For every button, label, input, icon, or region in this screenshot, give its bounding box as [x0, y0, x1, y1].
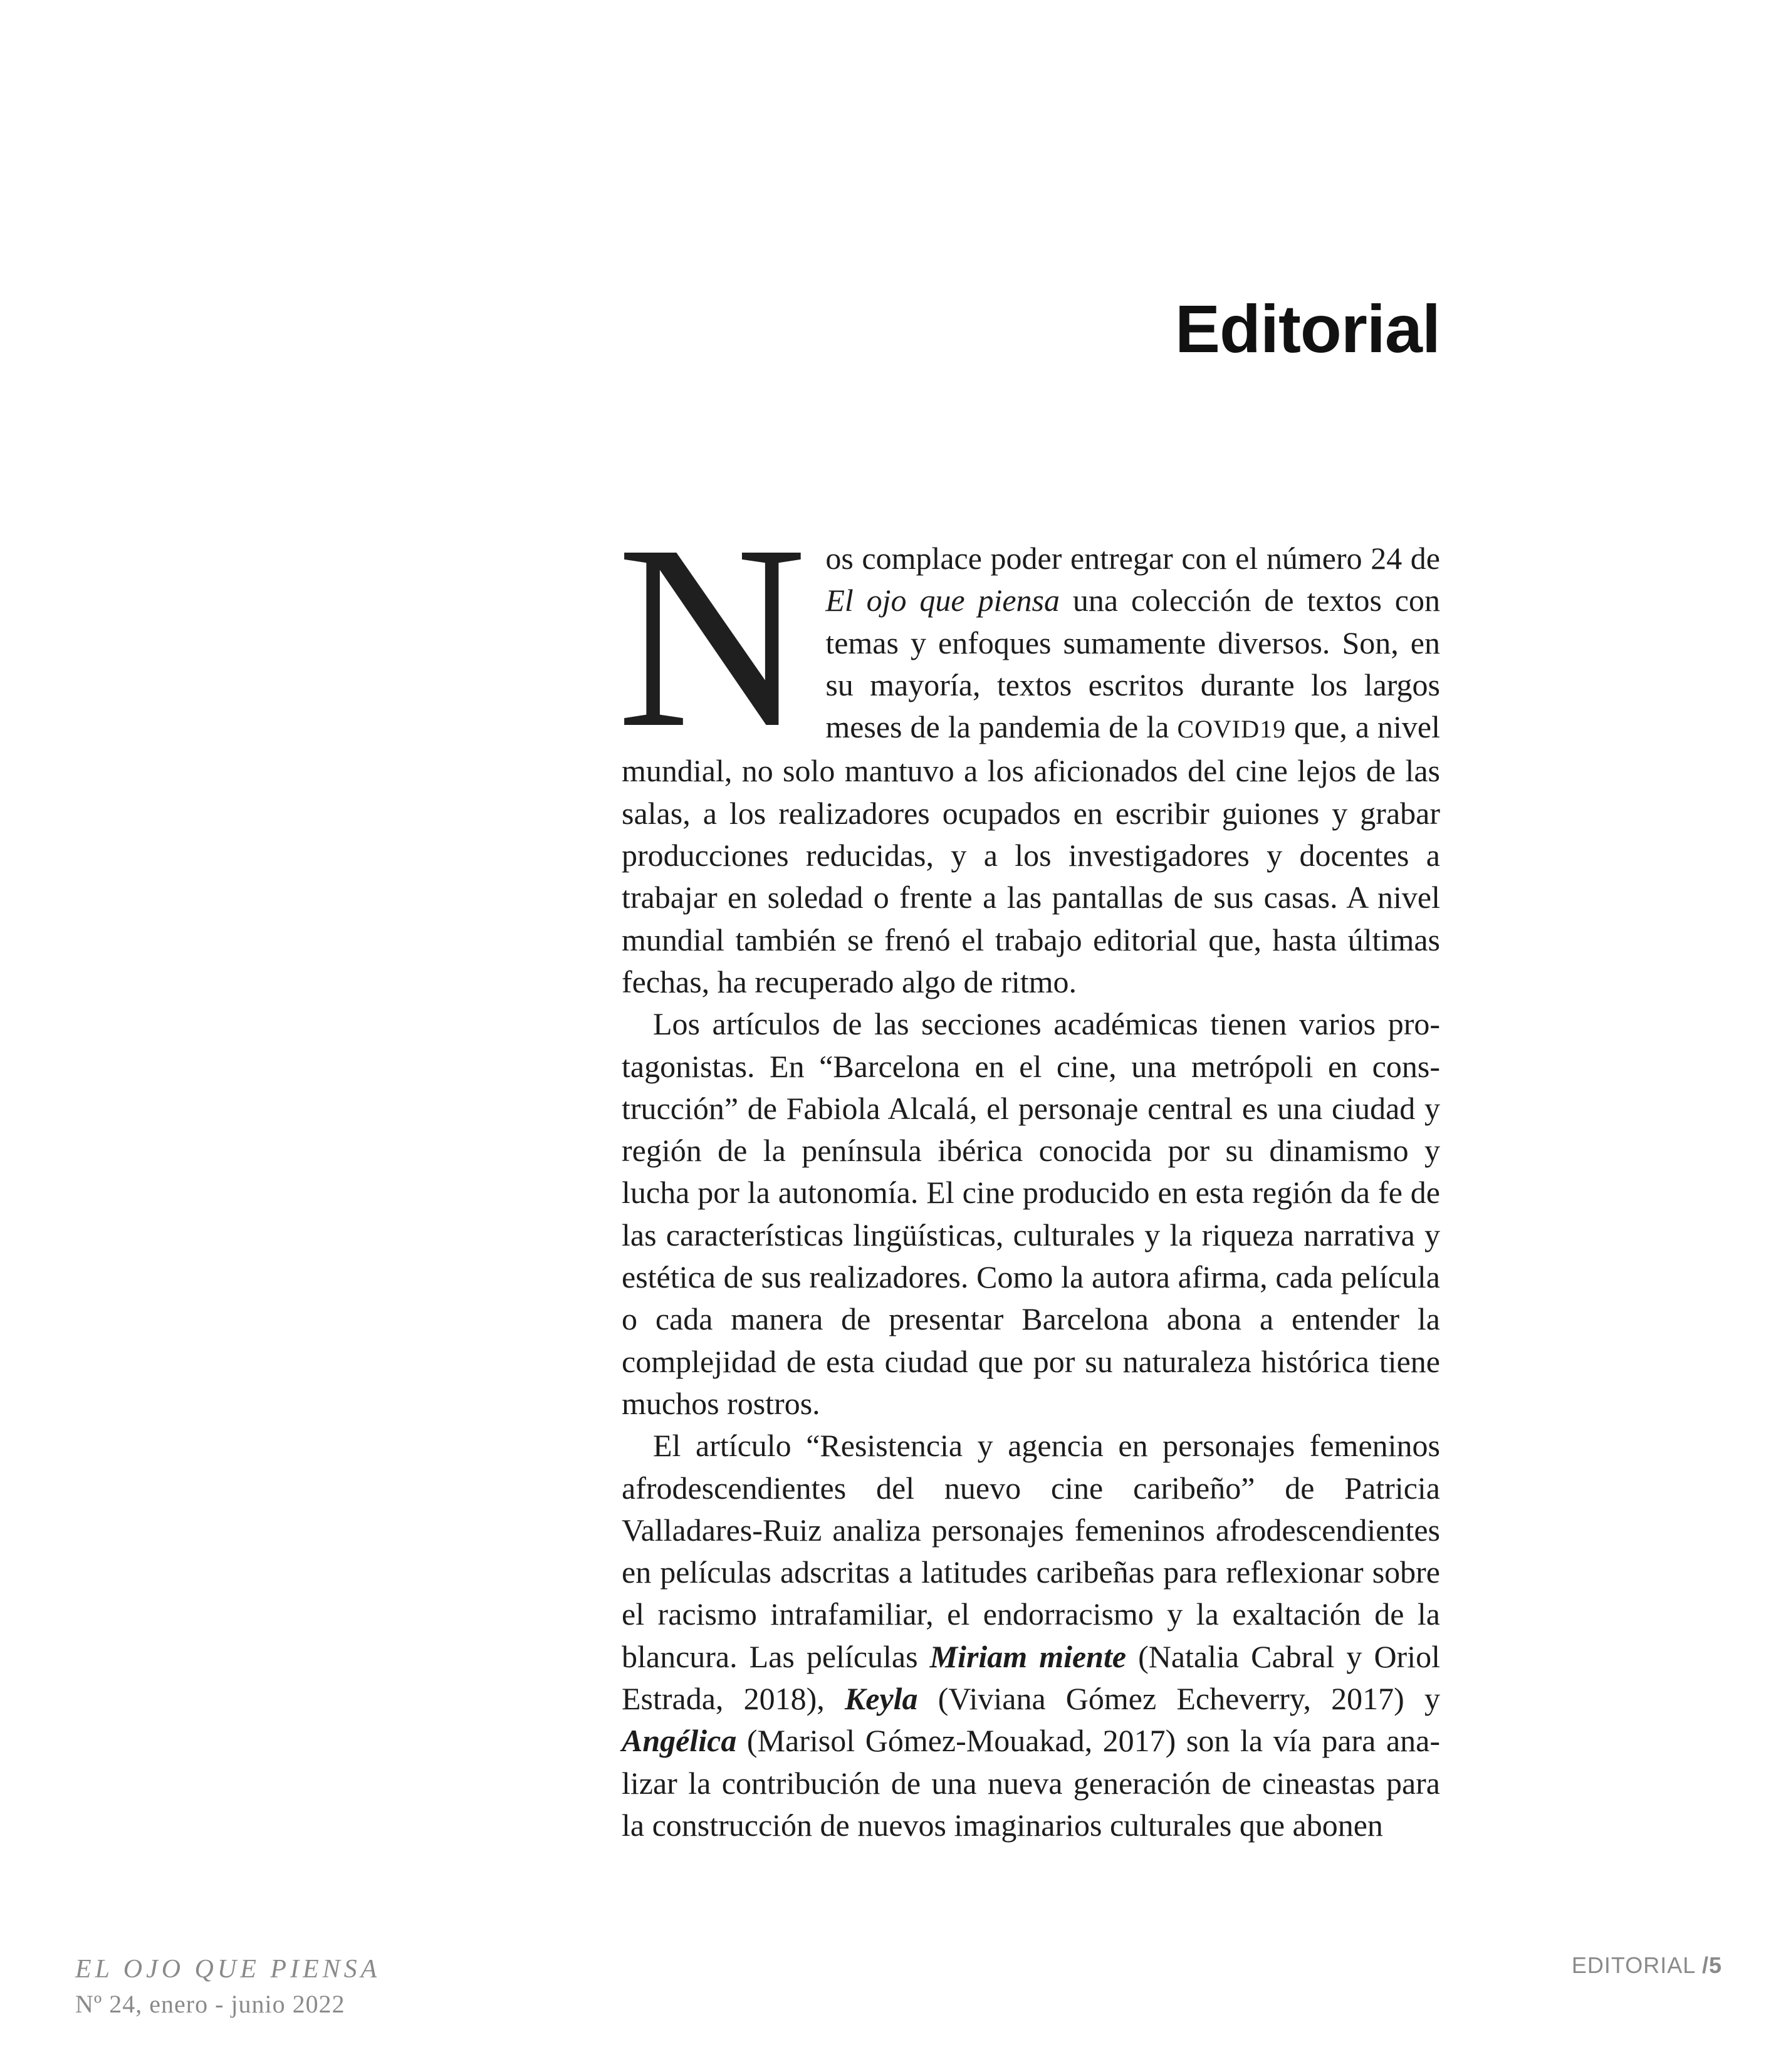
covid-term: COVID19	[1177, 715, 1287, 744]
film-title-miriam-miente: Miriam miente	[929, 1638, 1127, 1674]
film-title-keyla: Keyla	[844, 1681, 918, 1717]
paragraph-3-text-b: (Natalia Cabral y Oriol Estrada, 2018),	[622, 1638, 1440, 1717]
page-number: /5	[1701, 1952, 1722, 1978]
paragraph-1-text-a: os complace poder entregar con el número 24 de	[825, 541, 1440, 576]
paragraph-3-text-d: (Marisol Gómez-Mouakad, 2017) son la vía para analizar la contribución de una nueva generación de cineastas para la construcción de nuevos imaginarios culturales que abonen	[622, 1723, 1440, 1843]
drop-cap: N	[617, 491, 807, 782]
paragraph-1	[617, 491, 1440, 1003]
magazine-title-inline: El ojo que piensa	[825, 583, 1060, 618]
paragraph-1-text-b: una colección de textos con temas y enfoques sumamente diversos. Son, en su mayoría, textos escritos durante los largos meses de la pandemia de la	[825, 583, 1440, 745]
footer-section	[1504, 1950, 1722, 1981]
article-body	[617, 491, 1440, 1846]
footer-issue: Nº 24, enero - junio 2022	[75, 1990, 345, 2018]
footer-magazine-name: EL OJO QUE PIENSA	[75, 1955, 381, 1984]
footer-publication	[75, 1952, 380, 2022]
paragraph-2: Los artículos de las secciones académicas tienen varios protagonistas. En “Barcelona en el cine, una metrópoli en construcción” de Fabiola Alcalá, el personaje central es una ciudad y región de la península ibérica conocida por su dinamismo y lucha por la autonomía. El cine producido en esta región da fe de las características lingüísticas, culturales y la riqueza narrativa y estética de sus realizadores. Como la autora afirma, cada película o cada manera de presentar Barcelona abona a entender la complejidad de esta ciudad que por su naturaleza histórica tiene muchos rostros.	[622, 1006, 1440, 1421]
paragraph-3-text-c: (Viviana Gómez Echeverry, 2017) y	[917, 1681, 1440, 1717]
paragraph-1-text-c: que, a nivel mundial, no solo mantuvo a los aficionados del cine lejos de las salas, a los realizadores ocupados en escribir guiones y grabar producciones reducidas, y a los investigadores y docentes a trabajar en soledad o frente a las pantallas de sus casas. A nivel mundial también se frenó el trabajo editorial que, hasta últimas fechas, ha recuperado algo de ritmo.	[622, 709, 1440, 999]
paragraph-3-text-a: El artículo “Resistencia y agencia en personajes femeninos afrodescendientes del nuevo cine caribeño” de Patricia Valladares-Ruiz analiza personajes femeninos afrodescendientes en películas adscritas a latitudes caribeñas para reflexionar sobre el racismo intrafamiliar, el endorracismo y la exaltación de la blancura. Las películas	[622, 1428, 1440, 1674]
paragraph-3	[622, 1425, 1440, 1846]
page-title: Editorial	[1174, 291, 1440, 367]
film-title-angelica: Angélica	[622, 1723, 737, 1759]
footer-section-label: EDITORIAL	[1571, 1952, 1702, 1978]
